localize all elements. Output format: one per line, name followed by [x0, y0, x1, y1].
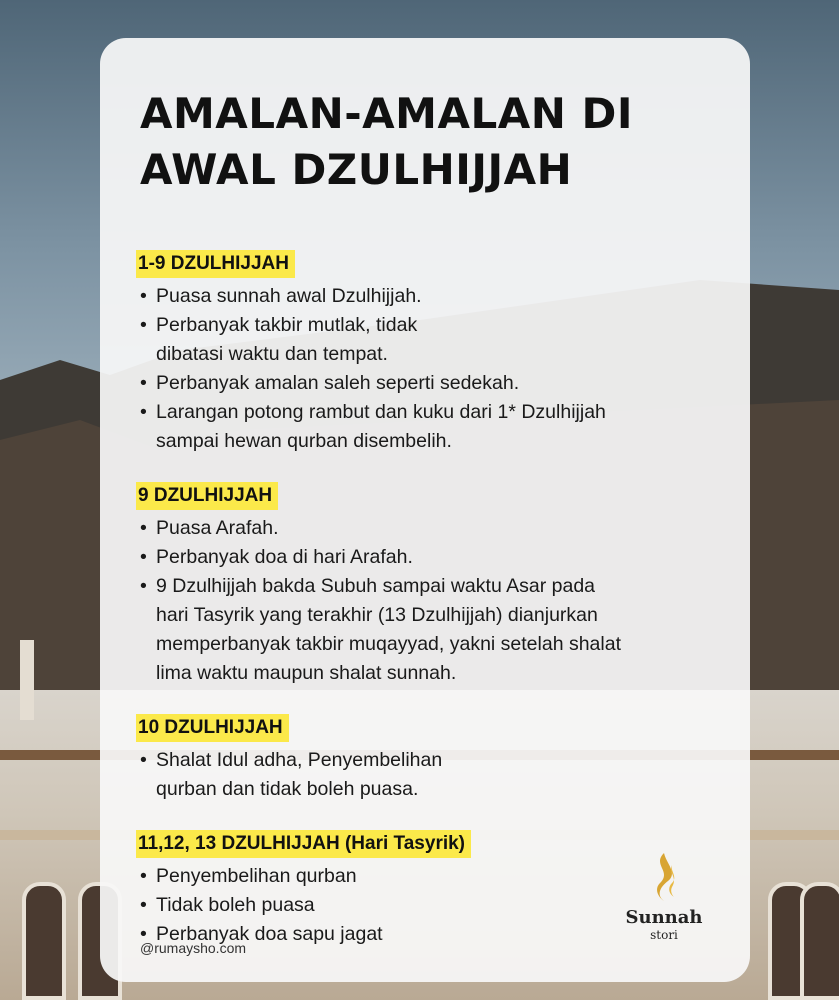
section-9: [140, 482, 710, 688]
list-item: • Perbanyak amalan saleh seperti sedekah.: [140, 369, 710, 398]
logo-sub: stori: [650, 928, 678, 942]
list-item: • Shalat Idul adha, Penyembelihan qurban dan tidak boleh puasa.: [140, 746, 710, 804]
list-item: • Tidak boleh puasa: [140, 891, 710, 920]
list-item: • Penyembelihan qurban: [140, 862, 710, 891]
list-item: • 9 Dzulhijjah bakda Subuh sampai waktu Asar pada hari Tasyrik yang terakhir (13 Dzulhijjah) dianjurkan memperbanyak takbir muqayyad, yakni setelah shalat lima waktu maupun shalat sunnah.: [140, 572, 710, 688]
list-item: • Perbanyak doa di hari Arafah.: [140, 543, 710, 572]
section-heading: 11,12, 13 DZULHIJJAH (Hari Tasyrik): [136, 830, 471, 858]
info-card: [100, 38, 750, 982]
list-item: • Larangan potong rambut dan kuku dari 1* Dzulhijjah sampai hewan qurban disembelih.: [140, 398, 710, 456]
brand-logo: [624, 851, 704, 942]
logo-word: Sunnah: [625, 907, 703, 928]
section-heading: 10 DZULHIJJAH: [136, 714, 289, 742]
title-line-1: AMALAN-AMALAN DI: [140, 89, 633, 138]
list-item: • Puasa sunnah awal Dzulhijjah.: [140, 282, 710, 311]
list-item: • Perbanyak takbir mutlak, tidak dibatasi waktu dan tempat.: [140, 311, 710, 369]
list-item: • Puasa Arafah.: [140, 514, 710, 543]
section-1-9: [140, 250, 710, 456]
title-line-2: AWAL DZULHIJJAH: [140, 145, 573, 194]
list-item: • Perbanyak doa sapu jagat: [140, 920, 710, 949]
section-heading: 1-9 DZULHIJJAH: [136, 250, 295, 278]
footer-handle: @rumaysho.com: [140, 940, 247, 956]
flame-icon: [642, 851, 686, 903]
section-heading: 9 DZULHIJJAH: [136, 482, 278, 510]
page-title: [140, 86, 710, 198]
section-10: [140, 714, 710, 804]
